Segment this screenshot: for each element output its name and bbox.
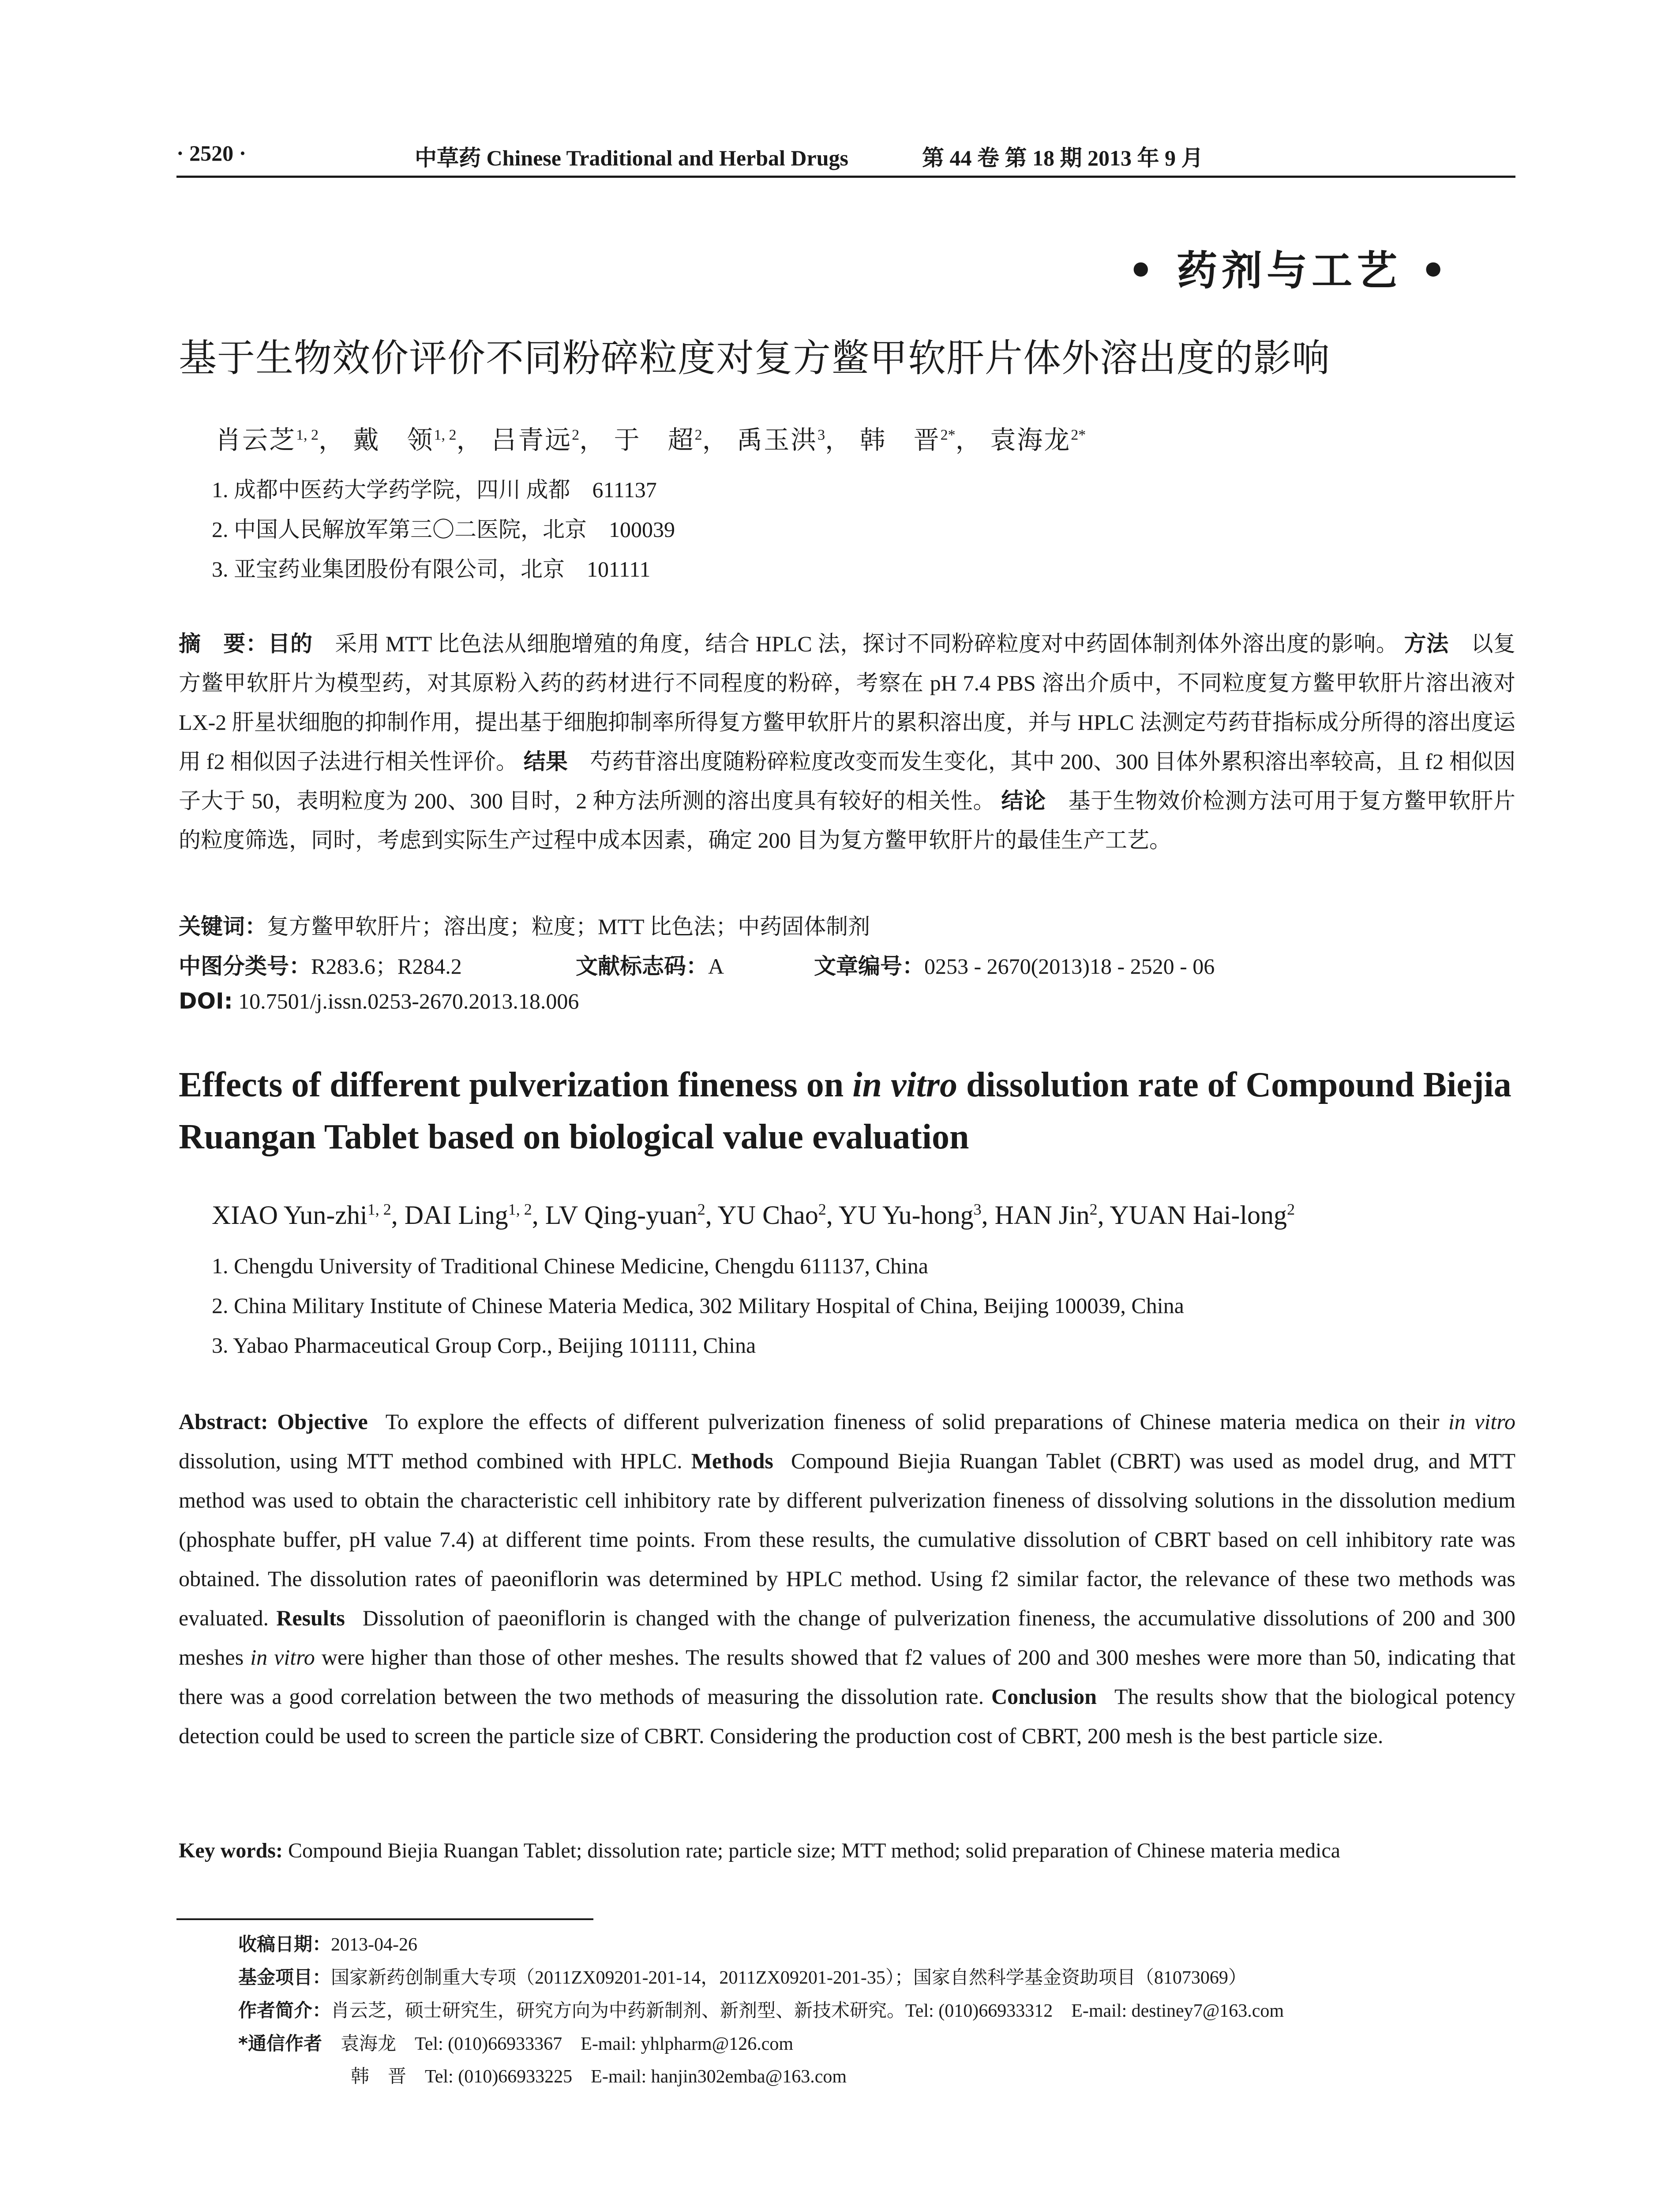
english-title-part: Effects of different pulverization fineness on <box>179 1065 853 1104</box>
abstract-label: Abstract: <box>179 1409 278 1434</box>
author-name: 韩 晋 <box>859 426 941 454</box>
author-affil-sup: 1, 2 <box>296 427 319 443</box>
footnote-rule <box>176 1918 593 1920</box>
results-italic: in vitro <box>250 1645 315 1670</box>
objective-label: Objective <box>277 1409 368 1434</box>
objective-text: dissolution, using MTT method combined with HPLC. <box>179 1448 682 1473</box>
conclusion-text: 基于生物效价检测方法可用于复方鳖甲软肝片的粒度筛选，同时，考虑到实际生产过程中成本因素，确定 200 目为复方鳖甲软肝片的最佳生产工艺。 <box>179 788 1516 852</box>
author-affil-sup: 3 <box>973 1201 982 1218</box>
corresponding-label: *通信作者 <box>238 2033 322 2054</box>
author-name: YU Chao <box>717 1201 818 1230</box>
abstract-en <box>179 1402 1515 1756</box>
received-value: 2013-04-26 <box>331 1935 417 1955</box>
author-affil-sup: 1, 2 <box>367 1201 391 1218</box>
author-name: YUAN Hai-long <box>1110 1201 1287 1230</box>
doc-code-value: A <box>708 954 724 979</box>
fund-value: 国家新药创制重大专项（2011ZX09201-201-14，2011ZX09201-201-35）；国家自然科学基金资助项目（81073069） <box>331 1968 1247 1988</box>
affiliation-zh: 3. 亚宝药业集团股份有限公司，北京 101111 <box>212 557 651 582</box>
author-name: YU Yu-hong <box>838 1201 974 1230</box>
issue-info: 第 44 卷 第 18 期 2013 年 9 月 <box>922 146 1204 170</box>
fund-label: 基金项目： <box>238 1966 331 1988</box>
header-rule <box>176 176 1515 178</box>
author-name: 肖云芝 <box>215 426 296 454</box>
author-name: 袁海龙 <box>990 426 1071 454</box>
author-affil-sup: 2 <box>1287 1201 1295 1218</box>
article-no-value: 0253 - 2670(2013)18 - 2520 - 06 <box>924 954 1215 979</box>
section-label: • 药剂与工艺 • <box>1128 247 1451 294</box>
author-affil-sup: 2 <box>1089 1201 1098 1218</box>
results-label: 结果 <box>523 749 568 774</box>
author-affil-sup: 2 <box>697 1201 705 1218</box>
footnote-author <box>238 1994 1284 2027</box>
objective-text: To explore the effects of different pulverization fineness of solid preparations of Chinese materia medica on their <box>385 1409 1448 1434</box>
footnote-received <box>238 1928 1284 1961</box>
methods-text: Compound Biejia Ruangan Tablet (CBRT) was used as model drug, and MTT method was used to obtain the characteristic cell inhibitory rate by different pulverization fineness of dissolving solutions in the dissolution medium (phosphate buffer, pH value 7.4) at different time points. From these results, the cumulative dissolution of CBRT based on cell inhibitory rate was obtained. The dissolution rates of paeoniflorin was determined by HPLC method. Using f2 similar factor, the relevance of these two methods was evaluated. <box>179 1448 1515 1630</box>
author-name: 吕青远 <box>491 426 572 454</box>
english-title <box>179 1059 1529 1163</box>
objective-italic: in vitro <box>1448 1409 1515 1434</box>
english-title-italic: in vitro <box>852 1065 958 1104</box>
author-bio-value: 肖云芝，硕士研究生，研究方向为中药新制剂、新剂型、新技术研究。Tel: (010)66933312 E-mail: destiney7@163.com <box>331 2001 1284 2021</box>
chinese-title: 基于生物效价评价不同粉碎粒度对复方鳖甲软肝片体外溶出度的影响 <box>179 336 1330 380</box>
author-name: 戴 领 <box>353 426 434 454</box>
english-title-part: dissolution rate of Compound Biejia Ruangan Tablet based on biological value evaluation <box>179 1065 1511 1156</box>
methods-label: Methods <box>691 1448 773 1473</box>
author-affil-sup: 1, 2 <box>508 1201 532 1218</box>
author-name: 于 超 <box>614 426 695 454</box>
classification-line <box>179 949 1515 979</box>
english-authors: XIAO Yun-zhi$^{1, 2}$, DAI Ling$^{1, 2}$, LV Qing-yuan$^2$, YU Chao$^2$, YU Yu-hong$^3$, HAN Jin$^2$, YUAN Hai-long$^2$ <box>212 1201 1295 1230</box>
results-text: were higher than those of other meshes. The results showed that f2 values of 200 and 300 meshes were more than 50, indicating that there was a good correlation between the two methods of measuring the dissolution rate. <box>179 1645 1515 1709</box>
affiliation-en: 3. Yabao Pharmaceutical Group Corp., Beijing 101111, China <box>212 1333 756 1358</box>
author-name: 禹玉洪 <box>737 426 818 454</box>
conclusion-label: Conclusion <box>991 1684 1097 1709</box>
doi-value: 10.7501/j.issn.0253-2670.2013.18.006 <box>238 989 579 1013</box>
author-affil-sup: 1, 2 <box>434 427 457 443</box>
page-number: · 2520 · <box>176 141 247 165</box>
abstract-zh <box>179 624 1515 860</box>
received-label: 收稿日期： <box>238 1933 331 1955</box>
footnote-fund <box>238 1961 1284 1994</box>
author-affil-sup: 2 <box>818 1201 826 1218</box>
objective-text: 采用 MTT 比色法从细胞增殖的角度，结合 HPLC 法，探讨不同粉碎粒度对中药固体制剂体外溶出度的影响。 <box>335 631 1399 656</box>
corresponding-value: 韩 晋 Tel: (010)66933225 E-mail: hanjin302emba@163.com <box>351 2067 847 2087</box>
journal-name: 中草药 Chinese Traditional and Herbal Drugs <box>415 146 848 170</box>
author-name: XIAO Yun-zhi <box>212 1201 368 1230</box>
objective-label: 目的 <box>268 631 313 657</box>
results-label: Results <box>276 1606 345 1630</box>
author-affil-sup: 3 <box>818 427 825 443</box>
author-name: DAI Ling <box>404 1201 508 1230</box>
affiliation-en: 1. Chengdu University of Traditional Chinese Medicine, Chengdu 611137, China <box>212 1253 928 1278</box>
chinese-authors: 肖云芝$^{1, 2}$， 戴 领$^{1, 2}$， 吕青远$^2$， 于 超$^2$， 禹玉洪$^3$， 韩 晋$^{2*}$， 袁海龙$^{2*}$ <box>215 426 1086 454</box>
affiliation-zh: 2. 中国人民解放军第三〇二医院，北京 100039 <box>212 517 675 542</box>
keywords-label: Key words: <box>179 1839 283 1862</box>
conclusion-text: The results show that the biological potency detection could be used to screen the particle size of CBRT. Considering the production cost of CBRT, 200 mesh is the best particle size. <box>179 1684 1515 1748</box>
abstract-label: 摘 要： <box>179 631 268 657</box>
methods-label: 方法 <box>1404 631 1449 657</box>
article-no-label: 文章编号： <box>814 953 924 979</box>
keywords-label: 关键词： <box>179 914 267 939</box>
author-affil-sup: 2* <box>940 427 956 443</box>
keywords-value: 复方鳖甲软肝片；溶出度；粒度；MTT 比色法；中药固体制剂 <box>267 914 870 939</box>
author-name: HAN Jin <box>994 1201 1090 1230</box>
clc-label: 中图分类号： <box>179 953 311 979</box>
clc-value: R283.6；R284.2 <box>311 954 462 979</box>
corresponding-value: 袁海龙 Tel: (010)66933367 E-mail: yhlpharm@126.com <box>340 2034 794 2054</box>
results-text: Dissolution of paeoniflorin is changed with the change of pulverization fineness, the accumulative dissolutions of 200 and 300 meshes <box>179 1606 1516 1670</box>
footnote-corresponding <box>238 2060 1284 2093</box>
doc-code-label: 文献标志码： <box>576 953 708 979</box>
footnotes <box>238 1928 1284 2093</box>
author-affil-sup: 2 <box>694 427 702 443</box>
doi-label: DOI: <box>179 988 233 1014</box>
conclusion-label: 结论 <box>1001 788 1046 814</box>
keywords-en <box>179 1838 1529 1863</box>
doi-line <box>179 988 579 1014</box>
author-bio-label: 作者简介： <box>238 2000 331 2021</box>
author-affil-sup: 2* <box>1071 427 1086 443</box>
affiliation-en: 2. China Military Institute of Chinese Materia Medica, 302 Military Hospital of China, Beijing 100039, China <box>212 1293 1184 1318</box>
methods-text: 以复方鳖甲软肝片为模型药，对其原粉入药的药材进行不同程度的粉碎，考察在 pH 7.4 PBS 溶出介质中，不同粒度复方鳖甲软肝片溶出液对 LX-2 肝星状细胞的抑制作用，提出基于细胞抑制率所得复方鳖甲软肝片的累积溶出度，并与 HPLC 法测定芍药苷指标成分所得的溶出度运用 f2 相似因子法进行相关性评价。 <box>179 631 1516 774</box>
author-name: LV Qing-yuan <box>545 1201 698 1230</box>
keywords-value: Compound Biejia Ruangan Tablet; dissolution rate; particle size; MTT method; solid preparation of Chinese materia medica <box>282 1839 1340 1862</box>
running-header <box>176 140 1515 176</box>
results-text: 芍药苷溶出度随粉碎粒度改变而发生变化，其中 200、300 目体外累积溶出率较高，且 f2 相似因子大于 50，表明粒度为 200、300 目时，2 种方法所测的溶出度具有较好的相关性。 <box>179 749 1516 813</box>
keywords-zh <box>179 909 870 941</box>
footnote-corresponding <box>238 2027 1284 2060</box>
author-affil-sup: 2 <box>572 427 580 443</box>
affiliation-zh: 1. 成都中医药大学药学院，四川 成都 611137 <box>212 477 657 502</box>
